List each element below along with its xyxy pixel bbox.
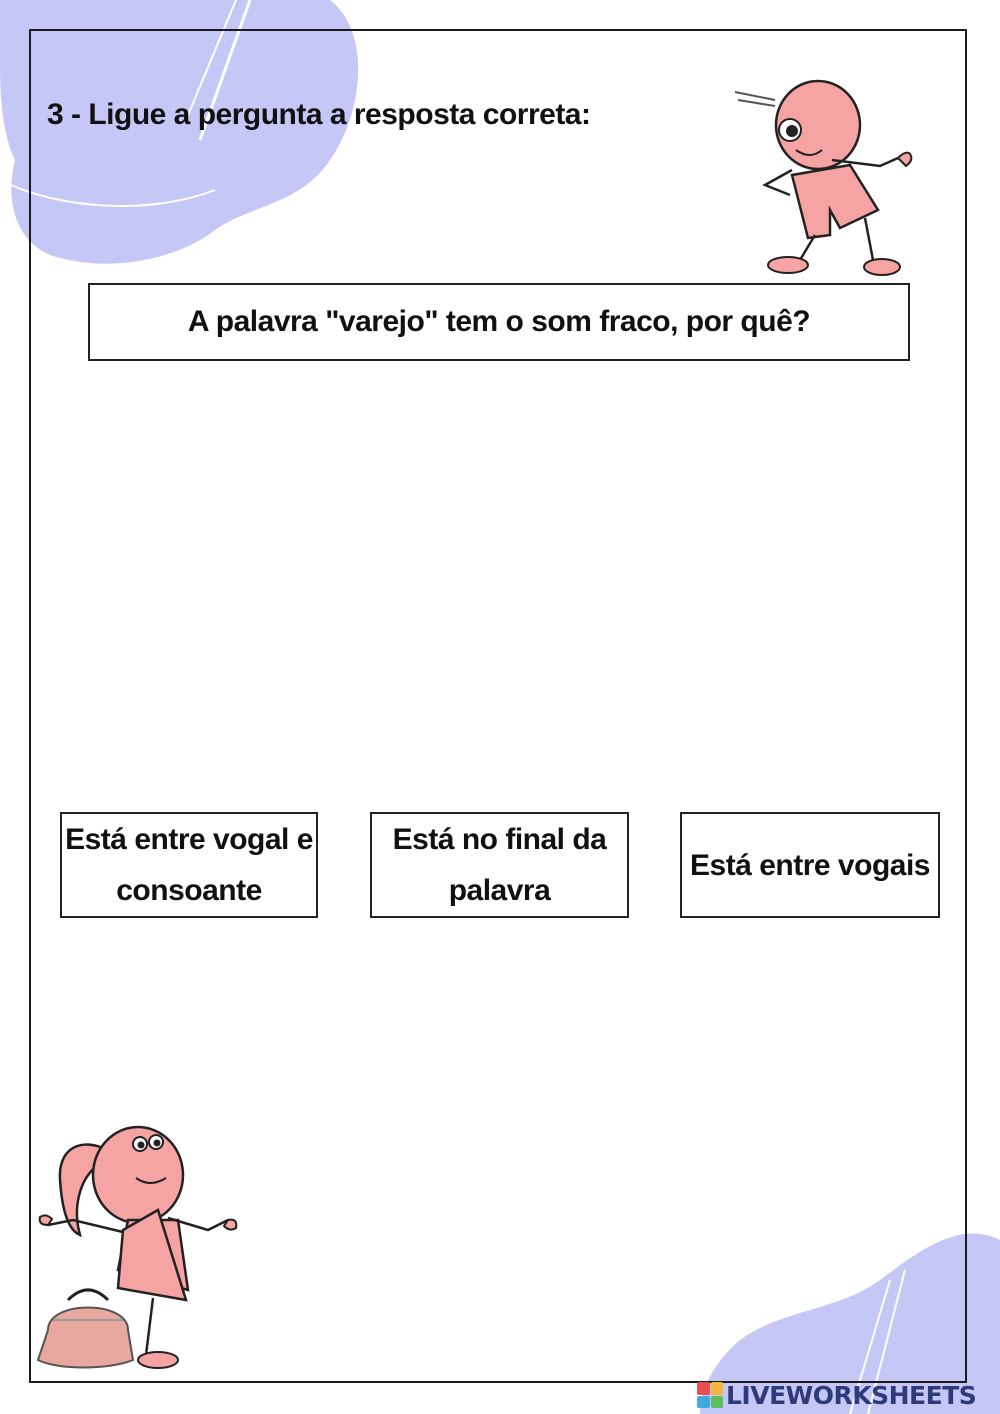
liveworksheets-logo-icon [697, 1382, 723, 1408]
answer-box-vogal-consoante[interactable] [60, 812, 318, 918]
page-title: 3 - Ligue a pergunta a resposta correta: [47, 98, 591, 131]
brand-name: LIVEWORKSHEETS [726, 1380, 977, 1410]
liveworksheets-brand [697, 1380, 976, 1410]
answer-box-entre-vogais[interactable] [680, 812, 940, 918]
answer-text: Está entre vogais [690, 848, 930, 882]
answer-text: Está entre vogal e consoante [65, 823, 313, 907]
answer-text: Está no final da palavra [392, 823, 607, 907]
question-text: A palavra "varejo" tem o som fraco, por quê? [187, 305, 811, 338]
question-box [88, 283, 910, 361]
girl-with-handbag-icon [28, 1120, 243, 1380]
walking-character-icon [730, 70, 920, 282]
answer-box-final-palavra[interactable] [370, 812, 629, 918]
